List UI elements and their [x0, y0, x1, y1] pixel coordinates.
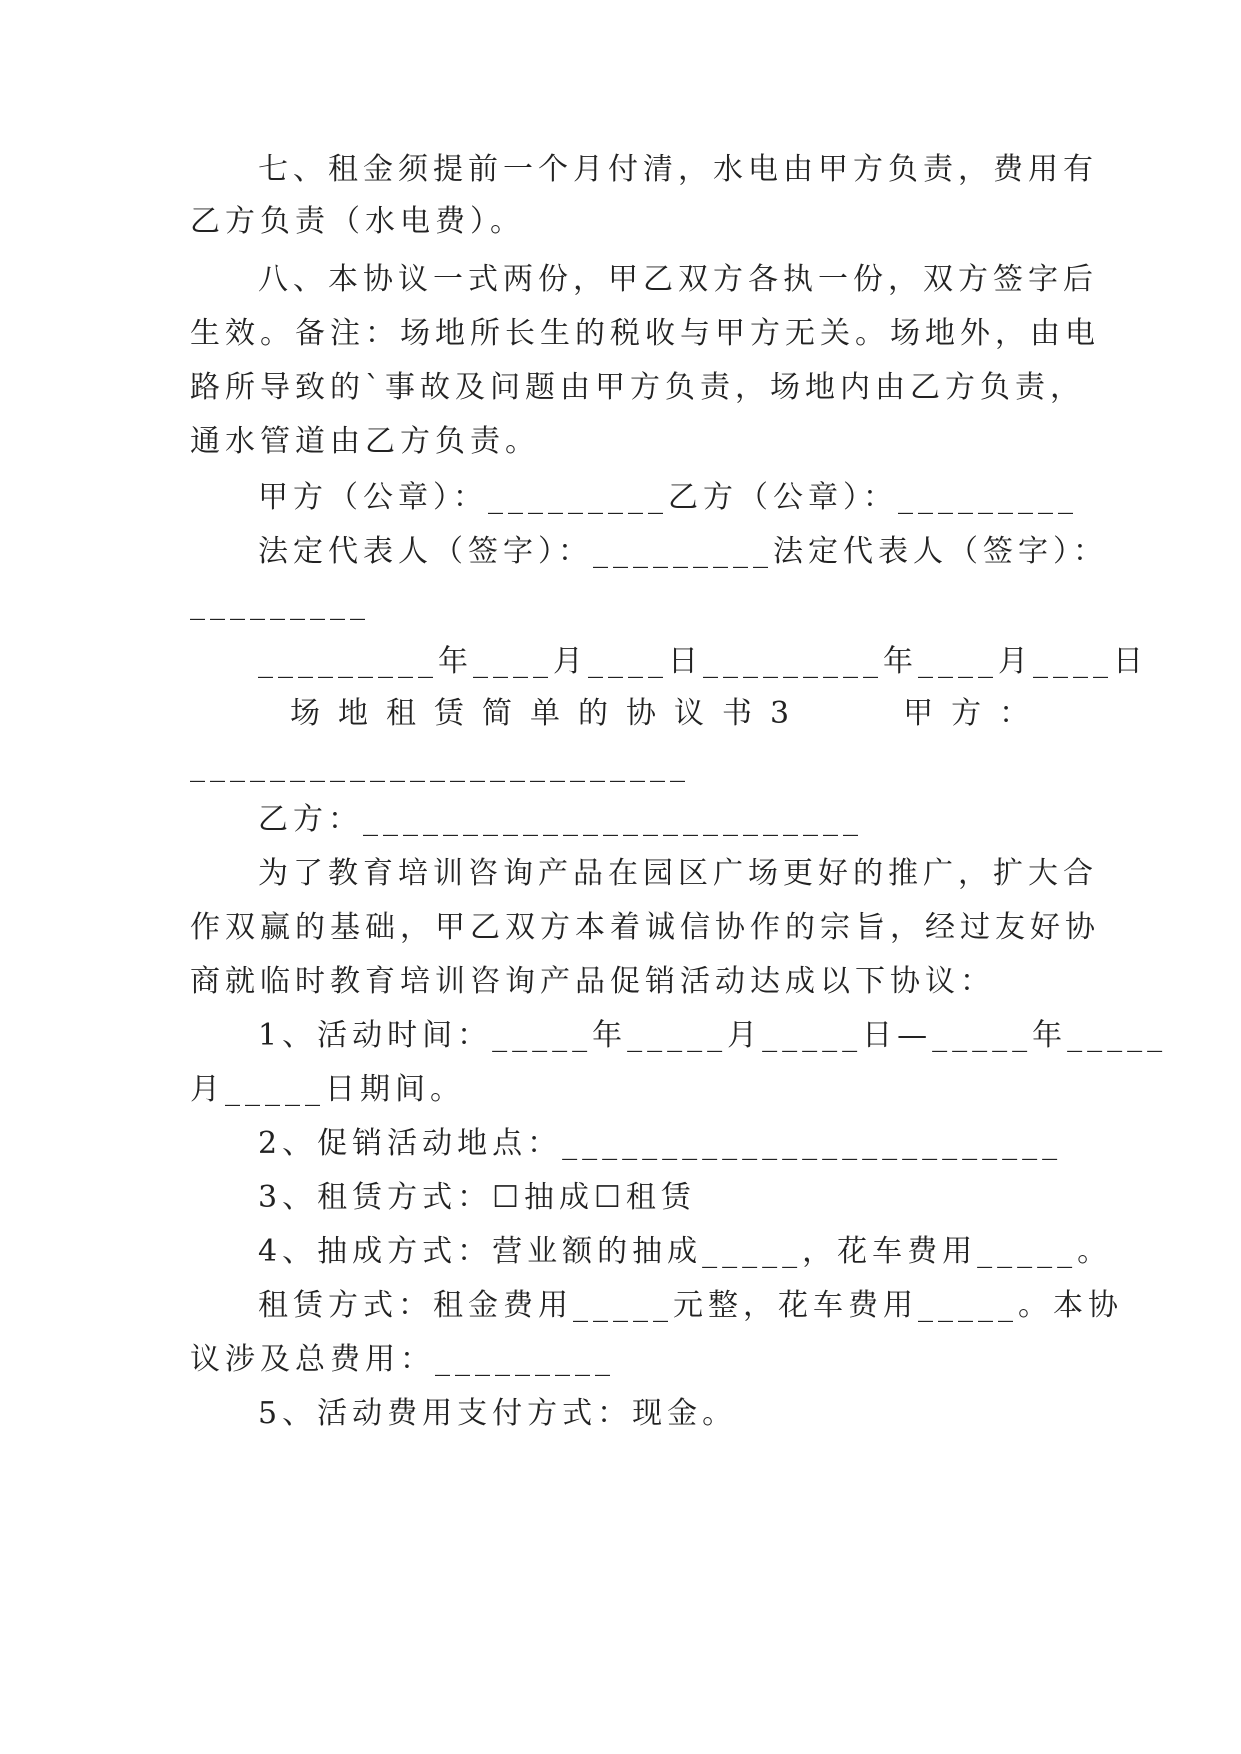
party-b-line: 乙方：_________________________: [258, 802, 863, 837]
intro-line-2: 作双赢的基础，甲乙双方本着诚信协作的宗旨，经过友好协: [190, 910, 1100, 945]
paragraph-7-line-2: 乙方负责（水电费）。: [190, 204, 525, 239]
paragraph-8-line-1: 八、本协议一式两份，甲乙双方各执一份，双方签字后: [258, 262, 1098, 297]
section-title-3: 场地租赁简单的协议书3 甲方：: [290, 696, 1048, 731]
party-a-blank: _________________________: [190, 748, 690, 783]
seal-line: 甲方（公章）：_________乙方（公章）：_________: [258, 480, 1078, 515]
rental-line-1: 租赁方式：租金费用_____元整，花车费用_____。本协: [258, 1288, 1123, 1323]
date-line: _________年____月____日_________年____月____日: [258, 644, 1148, 679]
paragraph-8-line-3: 路所导致的`事故及问题由甲方负责，场地内由乙方负责，: [190, 370, 1085, 405]
paragraph-8-line-2: 生效。备注：场地所长生的税收与甲方无关。场地外，由电: [190, 316, 1100, 351]
clause-4: 4、抽成方式：营业额的抽成_____，花车费用_____。: [258, 1234, 1113, 1269]
intro-line-1: 为了教育培训咨询产品在园区广场更好的推广，扩大合: [258, 856, 1098, 891]
clause-1-line-2: 月_____日期间。: [190, 1072, 465, 1107]
paragraph-8-line-4: 通水管道由乙方负责。: [190, 424, 540, 459]
clause-5: 5、活动费用支付方式：现金。: [258, 1396, 738, 1431]
rental-line-2: 议涉及总费用：_________: [190, 1342, 615, 1377]
clause-1-line-1: 1、活动时间：_____年_____月_____日—_____年_____: [258, 1018, 1168, 1053]
legal-rep-blank: _________: [190, 586, 370, 621]
intro-line-3: 商就临时教育培训咨询产品促销活动达成以下协议：: [190, 964, 995, 999]
clause-2: 2、促销活动地点：_________________________: [258, 1126, 1063, 1161]
clause-3: 3、租赁方式：☐抽成☐租赁: [258, 1180, 696, 1215]
paragraph-7-line-1: 七、租金须提前一个月付清，水电由甲方负责，费用有: [258, 152, 1098, 187]
legal-rep-line: 法定代表人（签字）：_________法定代表人（签字）：: [258, 534, 1108, 569]
